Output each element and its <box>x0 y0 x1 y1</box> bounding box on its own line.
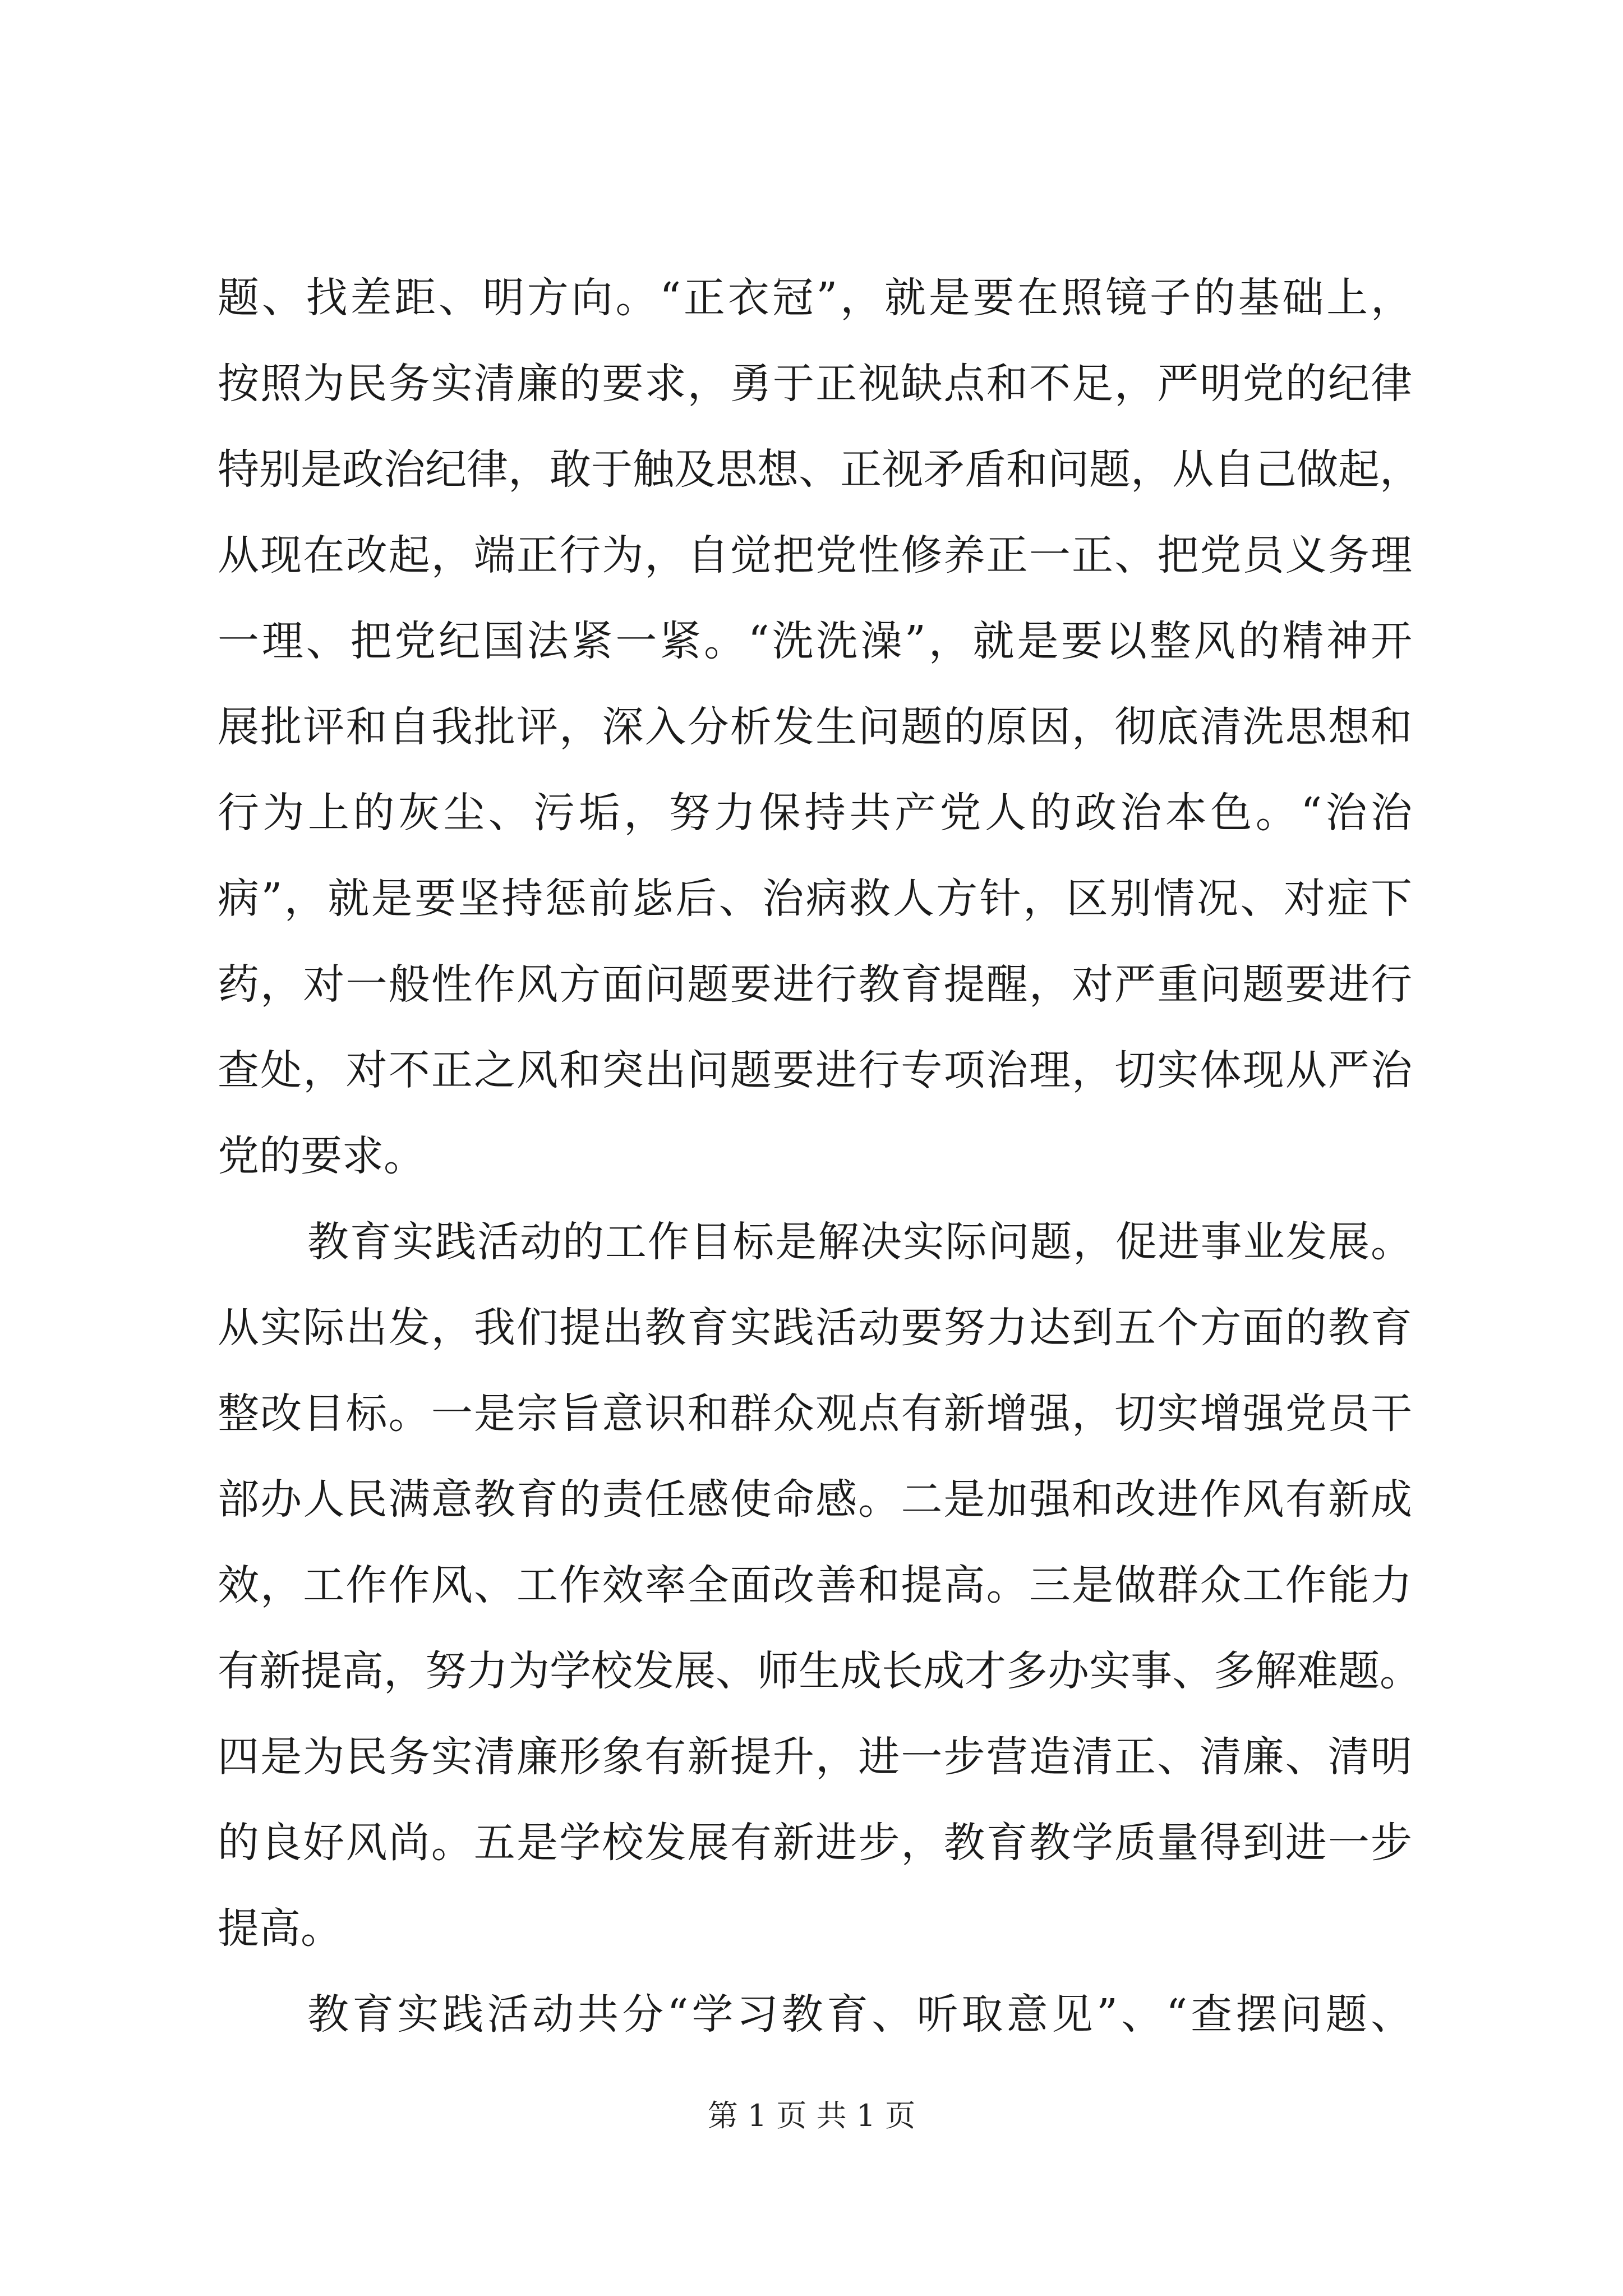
text-line: 病”，就是要坚持惩前毖后、治病救人方针，区别情况、对症下 <box>218 875 1412 923</box>
text-line: 效，工作作风、工作效率全面改善和提高。三是做群众工作能力 <box>218 1561 1412 1609</box>
text-line: 查处，对不正之风和突出问题要进行专项治理，切实体现从严治 <box>218 1046 1412 1094</box>
text-line: 一理、把党纪国法紧一紧。“洗洗澡”，就是要以整风的精神开 <box>218 617 1412 665</box>
text-line: 按照为民务实清廉的要求，勇于正视缺点和不足，严明党的纪律 <box>218 360 1412 408</box>
text-line: 四是为民务实清廉形象有新提升，进一步营造清正、清廉、清明 <box>218 1733 1412 1781</box>
text-line: 题、找差距、明方向。“正衣冠”，就是要在照镜子的基础上， <box>218 274 1412 322</box>
text-line: 从现在改起，端正行为，自觉把党性修养正一正、把党员义务理 <box>218 531 1412 579</box>
text-line: 行为上的灰尘、污垢，努力保持共产党人的政治本色。“治治 <box>218 789 1412 837</box>
text-line: 展批评和自我批评，深入分析发生问题的原因，彻底清洗思想和 <box>218 703 1412 751</box>
text-line: 有新提高，努力为学校发展、师生成长成才多办实事、多解难题。 <box>218 1647 1421 1695</box>
paragraph-first-line: 教育实践活动共分“学习教育、听取意见”、“查摆问题、 <box>307 1990 1412 2039</box>
text-line: 药，对一般性作风方面问题要进行教育提醒，对严重问题要进行 <box>218 960 1412 1009</box>
text-line: 整改目标。一是宗旨意识和群众观点有新增强，切实增强党员干 <box>218 1389 1412 1438</box>
text-line: 党的要求。 <box>218 1132 425 1180</box>
text-line: 提高。 <box>218 1904 342 1953</box>
paragraph-first-line: 教育实践活动的工作目标是解决实际问题，促进事业发展。 <box>307 1218 1412 1266</box>
page-footer: 第 1 页 共 1 页 <box>707 2098 916 2133</box>
text-line: 部办人民满意教育的责任感使命感。二是加强和改进作风有新成 <box>218 1475 1412 1524</box>
document-body <box>218 255 1421 2058</box>
text-line: 的良好风尚。五是学校发展有新进步，教育教学质量得到进一步 <box>218 1819 1412 1867</box>
text-line: 从实际出发，我们提出教育实践活动要努力达到五个方面的教育 <box>218 1304 1412 1352</box>
text-line: 特别是政治纪律，敢于触及思想、正视矛盾和问题，从自己做起， <box>218 445 1421 494</box>
